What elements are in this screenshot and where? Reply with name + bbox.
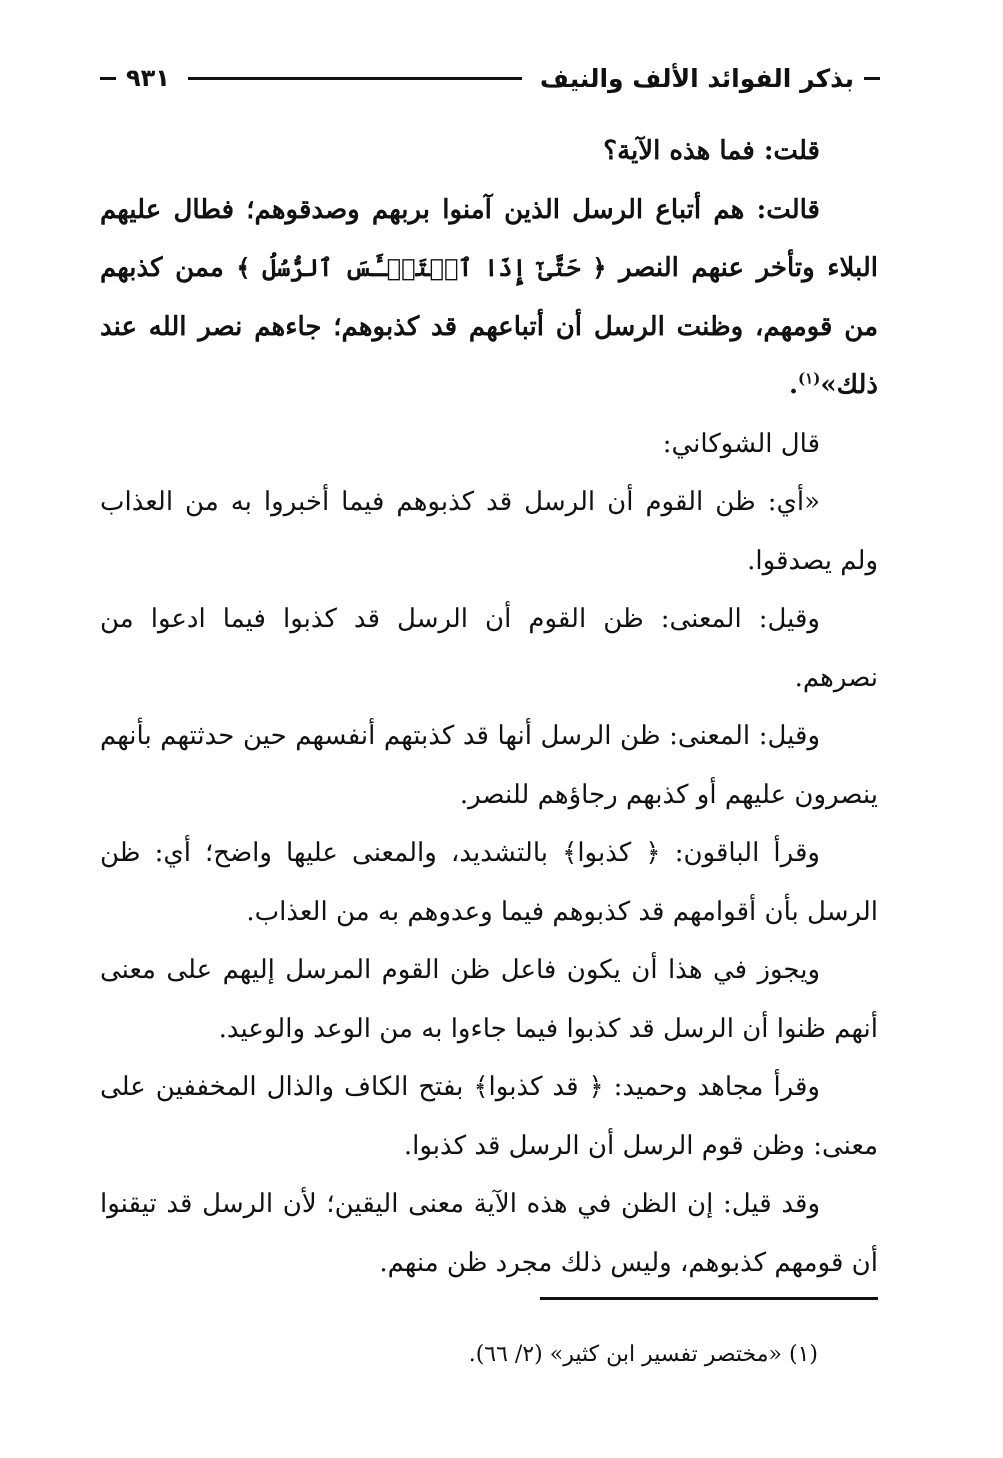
paragraph-1: قلت: فما هذه الآية؟ xyxy=(603,136,820,166)
header-rule xyxy=(188,77,522,80)
paragraph-3: قال الشوكاني: xyxy=(662,428,820,459)
page-number: ٩٣١ xyxy=(126,64,170,92)
running-header xyxy=(100,56,880,100)
paragraph-2-text-b: ممن كذبهم من قومهم، وظنت الرسل أن أتباعهم قد كذبوهم؛ جاءهم نصر الله عند ذلك» xyxy=(100,253,878,400)
paragraph-4: «أي: ظن القوم أن الرسل قد كذبوهم فيما أخبروا به من العذاب ولم يصدقوا. xyxy=(100,487,878,576)
paragraph-9: وقرأ مجاهد وحميد: ﴿ قد كذبوا﴾ بفتح الكاف والذال المخففين على معنى: وظن قوم الرسل أن الرسل قد كذبوا. xyxy=(100,1072,878,1161)
header-dash-left xyxy=(100,77,116,80)
paragraph-2-text-a: قالت: هم أتباع الرسل الذين آمنوا بربهم وصدقوهم؛ فطال عليهم البلاء وتأخر عنهم النصر xyxy=(100,194,878,283)
paragraph-2 xyxy=(100,181,878,415)
paragraph-2-end: . xyxy=(788,370,799,400)
footnote-separator xyxy=(540,1297,878,1300)
main-text xyxy=(100,122,878,1292)
paragraph-8: ويجوز في هذا أن يكون فاعل ظن القوم المرسل إليهم على معنى أنهم ظنوا أن الرسل قد كذبوا فيما جاءوا به من الوعد والوعيد. xyxy=(100,955,878,1044)
paragraph-6: وقيل: المعنى: ظن الرسل أنها قد كذبتهم أنفسهم حين حدثتهم بأنهم ينصرون عليهم أو كذبهم رجاؤهم للنصر. xyxy=(100,721,878,810)
quran-verse: ﴿ حَتَّىٰٓ إِذَا ٱسۡتَيۡـَٔسَ ٱلرُّسُلُ ﴾ xyxy=(236,253,607,282)
paragraph-7: وقرأ الباقون: ﴿ كذبوا﴾ بالتشديد، والمعنى عليها واضح؛ أي: ظن الرسل بأن أقوامهم قد كذبوهم فيما وعدوهم به من العذاب. xyxy=(100,838,878,927)
paragraph-10: وقد قيل: إن الظن في هذه الآية معنى اليقين؛ لأن الرسل قد تيقنوا أن قومهم كذبوهم، وليس ذلك مجرد ظن منهم. xyxy=(100,1189,878,1278)
footnote-reference: (١) xyxy=(798,369,821,388)
header-title: بذكر الفوائد الألف والنيف xyxy=(539,63,854,93)
header-dash-right xyxy=(864,77,880,80)
footnote: (١) «مختصر تفسير ابن كثير» (٢/ ٦٦). xyxy=(468,1342,818,1367)
paragraph-5: وقيل: المعنى: ظن القوم أن الرسل قد كذبوا فيما ادعوا من نصرهم. xyxy=(100,604,878,693)
